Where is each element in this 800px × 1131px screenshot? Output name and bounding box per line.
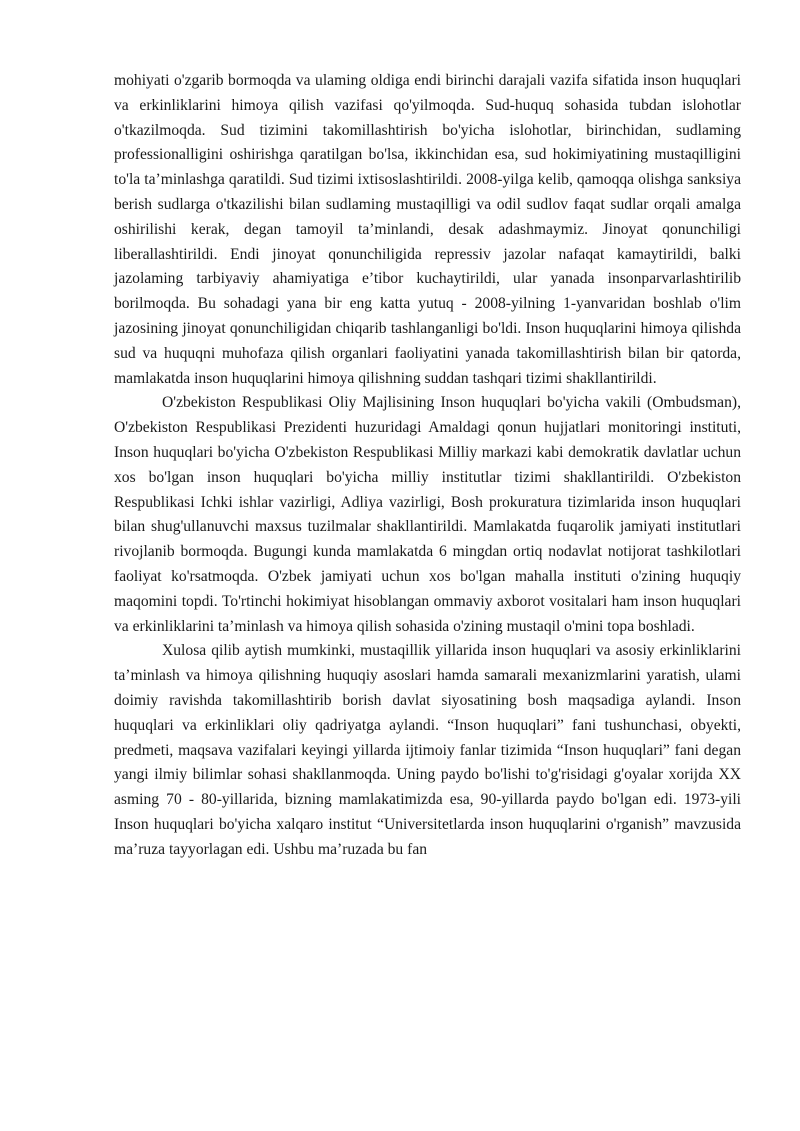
document-page [114, 69, 741, 863]
paragraph-national-institutions: O'zbekiston Respublikasi Oliy Majlisining Inson huquqlari bo'yicha vakili (Ombudsman), O'zbekiston Respublikasi Prezidenti huzuridagi Amaldagi qonun hujjatlari monitoringi instituti, Inson huquqlari bo'yicha O'zbekiston Respublikasi Milliy markazi kabi demokratik davlatlar uchun xos bo'lgan inson huquqlari bo'yicha milliy institutlar tizimi shakllantirildi. O'zbekiston Respublikasi Ichki ishlar vazirligi, Adliya vazirligi, Bosh prokuratura tizimlarida inson huquqlari bilan shug'ullanuvchi maxsus tuzilmalar shakllantirildi. Mamlakatda fuqarolik jamiyati institutlari rivojlanib bormoqda. Bugungi kunda mamlakatda 6 mingdan ortiq nodavlat notijorat tashkilotlari faoliyat ko'rsatmoqda. O'zbek jamiyati uchun xos bo'lgan mahalla instituti o'zining huquqiy maqomini topdi. To'rtinchi hokimiyat hisoblangan ommaviy axborot vositalari ham inson huquqlari va erkinliklarini ta’minlash va himoya qilish sohasida o'zining mustaqil o'mini topa boshladi. [114, 394, 741, 635]
paragraph-continuation: mohiyati o'zgarib bormoqda va ulaming oldiga endi birinchi darajali vazifa sifatida inson huquqlari va erkinliklarini himoya qilish vazifasi qo'yilmoqda. Sud-huquq sohasida tubdan islohotlar o'tkazilmoqda. Sud tizimini takomillashtirish bo'yicha islohotlar, birinchidan, sudlaming professionalligini oshirishga qaratilgan bo'lsa, ikkinchidan esa, sud hokimiyatining mustaqilligini to'la ta’minlashga qaratildi. Sud tizimi ixtisoslashtirildi. 2008-yilga kelib, qamoqqa olishga sanksiya berish sudlarga o'tkazilishi bilan sudlaming mustaqilligi va odil sudlov faqat sudlar orqali amalga oshirilishi kerak, degan tamoyil ta’minlandi, desak adashmaymiz. Jinoyat qonunchiligi liberallashtirildi. Endi jinoyat qonunchiligida repressiv jazolar nafaqat kamaytirildi, balki jazolaming tarbiyaviy ahamiyatiga e’tibor kuchaytirildi, ular yanada insonparvarlashtirilib borilmoqda. Bu sohadagi yana bir eng katta yutuq - 2008-yilning 1-yanvaridan boshlab o'lim jazosining jinoyat qonunchiligidan chiqarib tashlanganligi bo'ldi. Inson huquqlarini himoya qilishda sud va huquqni muhofaza qilish organlari faoliyatini yanada takomillashtirish bilan bir qatorda, mamlakatda inson huquqlarini himoya qilishning suddan tashqari tizimi shakllantirildi. [114, 72, 741, 387]
paragraph-conclusion: Xulosa qilib aytish mumkinki, mustaqillik yillarida inson huquqlari va asosiy erkinliklarini ta’minlash va himoya qilishning huquqiy asoslari hamda samarali mexanizmlarini yaratish, ulami doimiy ravishda takomillashtirib borish davlat siyosatining bosh maqsadiga aylandi. Inson huquqlari va erkinliklari oliy qadriyatga aylandi. “Inson huquqlari” fani tushunchasi, obyekti, predmeti, maqsava vazifalari keyingi yillarda ijtimoiy fanlar tizimida “Inson huquqlari” fani degan yangi ilmiy bilimlar sohasi shakllanmoqda. Uning paydo bo'lishi to'g'risidagi g'oyalar xorijda XX asming 70 - 80-yillarida, bizning mamlakatimizda esa, 90-yillarda paydo bo'lgan edi. 1973-yili Inson huquqlari bo'yicha xalqaro institut “Universitetlarda inson huquqlarini o'rganish” mavzusida ma’ruza tayyorlagan edi. Ushbu ma’ruzada bu fan [114, 642, 741, 858]
